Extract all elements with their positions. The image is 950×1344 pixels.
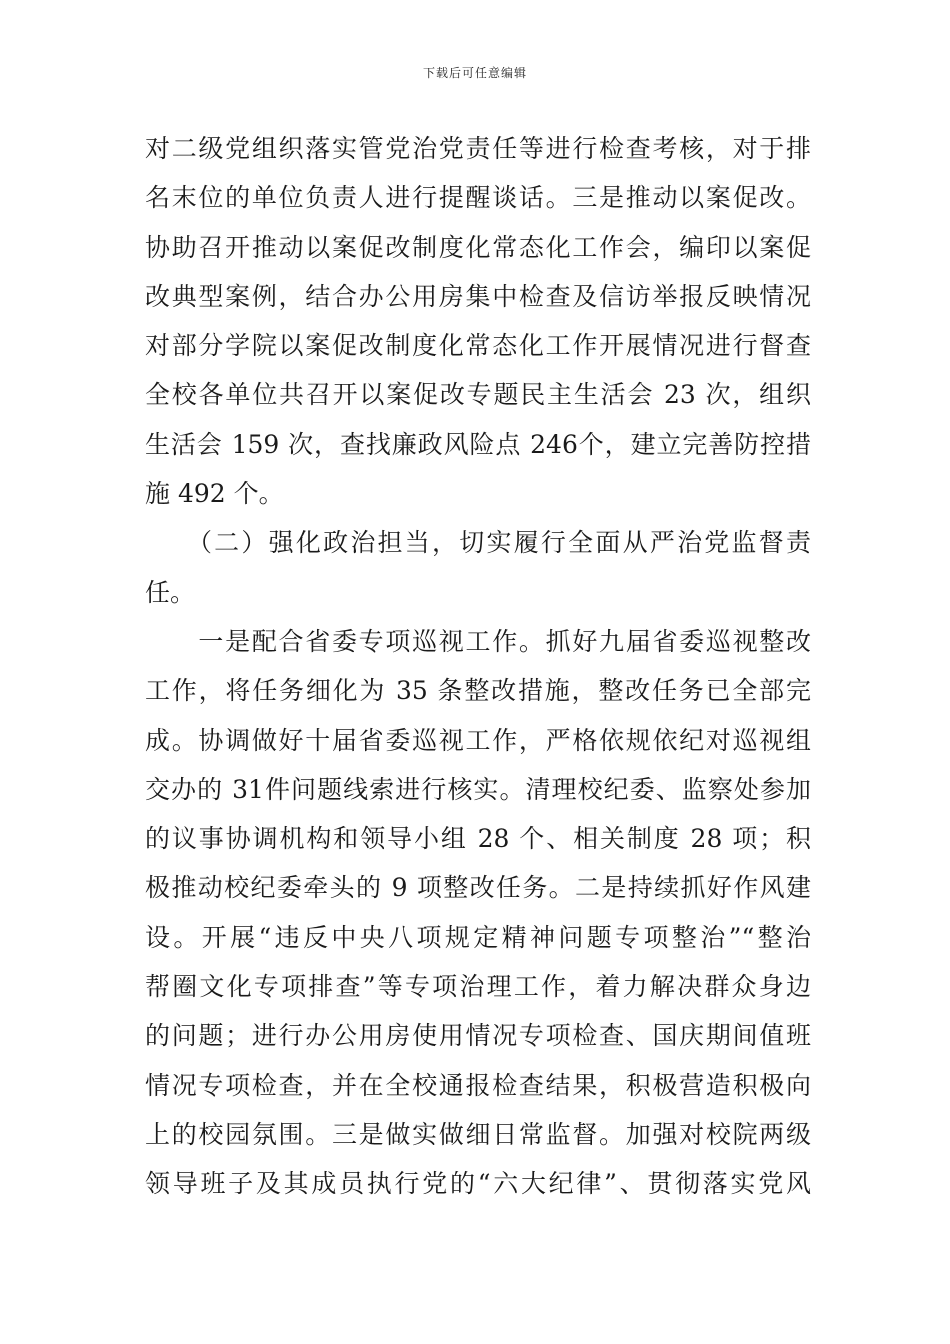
text-line: 成。协调做好十届省委巡视工作，严格依规依纪对巡视组	[145, 725, 811, 755]
text-line: 名末位的单位负责人进行提醒谈话。三是推动以案促改。	[145, 183, 811, 213]
text-line: 上的校园氛围。三是做实做细日常监督。加强对校院两级	[145, 1119, 811, 1149]
text-line: 领导班子及其成员执行党的“六大纪律”、贯彻落实党风	[145, 1169, 811, 1199]
text-line: 极推动校纪委牵头的 9 项整改任务。二是持续抓好作风建	[145, 873, 811, 903]
text-line: 生活会 159 次，查找廉政风险点 246个，建立完善防控措	[145, 429, 811, 459]
text-line: 协助召开推动以案促改制度化常态化工作会，编印以案促	[145, 232, 811, 262]
document-body	[145, 124, 811, 1209]
text-line: 施 492 个。	[145, 479, 284, 509]
text-line: 设。开展“违反中央八项规定精神问题专项整治”“整治	[145, 922, 811, 952]
text-line: 工作，将任务细化为 35 条整改措施，整改任务已全部完	[145, 676, 811, 706]
text-line: 情况专项检查，并在全校通报检查结果，积极营造积极向	[145, 1070, 811, 1100]
section-heading-line: 任。	[145, 577, 196, 607]
text-line: 一是配合省委专项巡视工作。抓好九届省委巡视整改	[145, 626, 811, 656]
section-heading-line: （二）强化政治担当，切实履行全面从严治党监督责	[145, 528, 811, 558]
text-line: 的议事协调机构和领导小组 28 个、相关制度 28 项；积	[145, 824, 811, 854]
text-line: 交办的 31件问题线索进行核实。清理校纪委、监察处参加	[145, 774, 811, 804]
text-line: 改典型案例，结合办公用房集中检查及信访举报反映情况	[145, 281, 811, 311]
text-line: 帮圈文化专项排查”等专项治理工作，着力解决群众身边	[145, 972, 811, 1002]
text-line: 全校各单位共召开以案促改专题民主生活会 23 次，组织	[145, 380, 811, 410]
text-line: 的问题；进行办公用房使用情况专项检查、国庆期间值班	[145, 1021, 811, 1051]
page-header: 下载后可任意编辑	[422, 66, 527, 80]
text-line: 对二级党组织落实管党治党责任等进行检查考核，对于排	[145, 134, 811, 163]
text-line: 对部分学院以案促改制度化常态化工作开展情况进行督查	[145, 331, 811, 361]
